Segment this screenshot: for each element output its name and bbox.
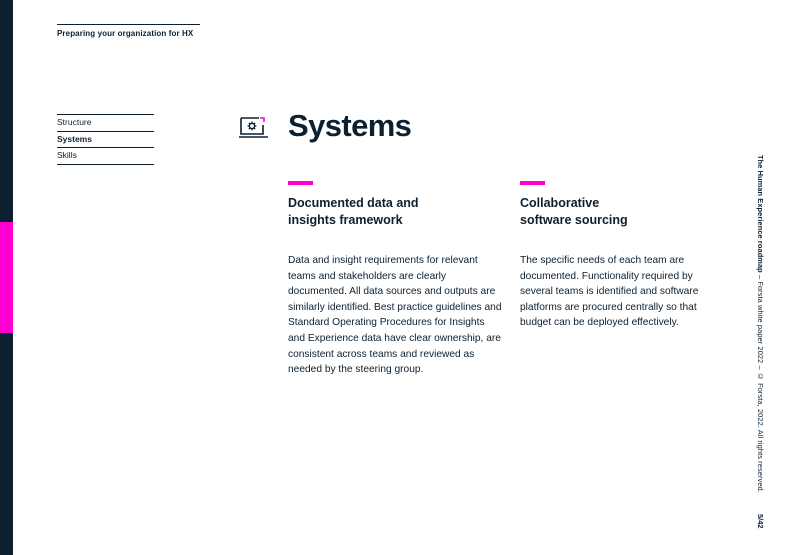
column-heading-line: Collaborative — [520, 196, 600, 210]
section-toc — [57, 114, 154, 165]
side-copyright-note — [756, 155, 765, 493]
page-title: Systems — [288, 108, 412, 143]
column-software-sourcing — [520, 181, 720, 331]
column-heading-line: Documented data and — [288, 196, 419, 210]
running-header: Preparing your organization for HX — [57, 24, 200, 38]
toc-item-structure[interactable]: Structure — [57, 115, 154, 132]
column-documented-data — [288, 181, 504, 378]
laptop-gear-icon — [238, 116, 268, 140]
side-note-rest: – Forsta white paper 2022 – © Forsta, 2022. All rights reserved. — [756, 272, 765, 493]
side-note-title: The Human Experience roadmap — [756, 155, 765, 273]
column-body: The specific needs of each team are documented. Functionality required by several teams is identified and software platforms are procured centrally so that budget can be deployed effectively. — [520, 255, 699, 329]
toc-item-skills[interactable]: Skills — [57, 148, 154, 165]
heading-accent-bar — [520, 181, 545, 185]
page-number: 5/42 — [756, 514, 765, 529]
column-heading-line: software sourcing — [520, 213, 628, 227]
column-heading — [520, 195, 720, 253]
column-heading-line: insights framework — [288, 213, 403, 227]
toc-item-systems[interactable]: Systems — [57, 132, 154, 149]
column-body: Data and insight requirements for relevant teams and stakeholders are clearly documented. All data sources and outputs are similarly identified. Best practice guidelines and Standard Operating Procedures for Insights and Experience data have clear ownership, are consistent across teams and reviewed as needed by the steering group. — [288, 255, 502, 376]
column-heading — [288, 195, 504, 253]
left-edge-accent — [0, 222, 13, 333]
heading-accent-bar — [288, 181, 313, 185]
